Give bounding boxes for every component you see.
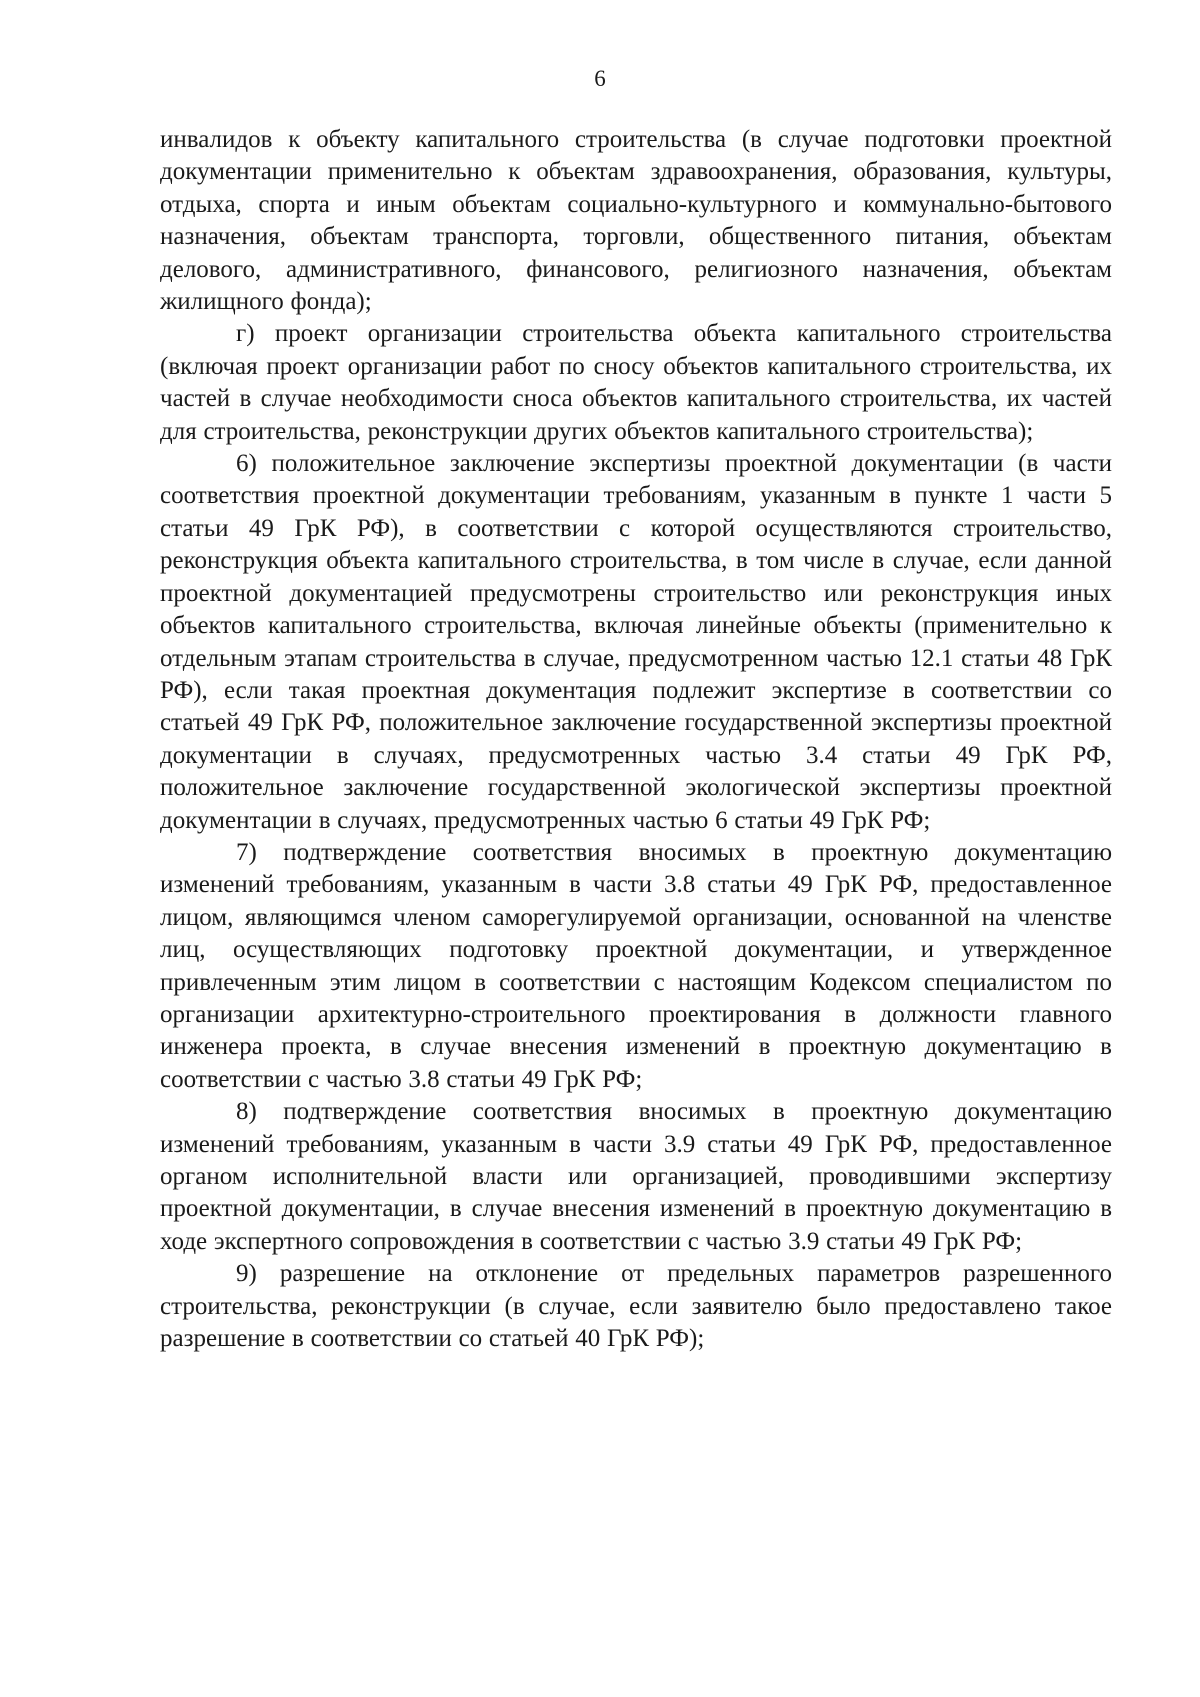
paragraph-item-7: 7) подтверждение соответствия вносимых в проектную документацию изменений требованиям, указанным в части 3.8 статьи 49 ГрК РФ, предоставленное лицом, являющимся членом саморегулируемой организации, основанной на членстве лиц, осуществляющих подготовку проектной документации, и утвержденное привлеченным этим лицом в соответствии с настоящим Кодексом специалистом по организации архитектурно-строительного проектирования в должности главного инженера проекта, в случае внесения изменений в проектную документацию в соответствии с частью 3.8 статьи 49 ГрК РФ; bbox=[160, 838, 1112, 1093]
paragraph-continuation: инвалидов к объекту капитального строительства (в случае подготовки проектной документации применительно к объектам здравоохранения, образования, культуры, отдыха, спорта и иным объектам социально-культурного и коммунально-бытового назначения, объектам транспорта, торговли, общественного питания, объектам делового, административного, финансового, религиозного назначения, объектам жилищного фонда); bbox=[160, 126, 1112, 316]
paragraph-item-6: 6) положительное заключение экспертизы проектной документации (в части соответствия проектной документации требованиям, указанным в пункте 1 части 5 статьи 49 ГрК РФ), в соответствии с которой осуществляются строительство, реконструкция объекта капитального строительства, в том числе в случае, если данной проектной документацией предусмотрены строительство или реконструкция иных объектов капитального строительства, включая линейные объекты (применительно к отдельным этапам строительства в случае, предусмотренном частью 12.1 статьи 48 ГрК РФ), если такая проектная документация подлежит экспертизе в соответствии со статьей 49 ГрК РФ, положительное заключение государственной экспертизы проектной документации в случаях, предусмотренных частью 3.4 статьи 49 ГрК РФ, положительное заключение государственной экологической экспертизы проектной документации в случаях, предусмотренных частью 6 статьи 49 ГрК РФ; bbox=[160, 450, 1112, 834]
document-body bbox=[160, 124, 1112, 1355]
page-number: 6 bbox=[594, 66, 606, 91]
paragraph-item-g: г) проект организации строительства объекта капитального строительства (включая проект организации работ по сносу объектов капитального строительства, их частей в случае необходимости сноса объектов капитального строительства, их частей для строительства, реконструкции других объектов капитального строительства); bbox=[160, 320, 1112, 445]
paragraph-item-9: 9) разрешение на отклонение от предельных параметров разрешенного строительства, реконструкции (в случае, если заявителю было предоставлено такое разрешение в соответствии со статьей 40 ГрК РФ); bbox=[160, 1260, 1112, 1353]
paragraph-item-8: 8) подтверждение соответствия вносимых в проектную документацию изменений требованиям, указанным в части 3.9 статьи 49 ГрК РФ, предоставленное органом исполнительной власти или организацией, проводившими экспертизу проектной документации, в случае внесения изменений в проектную документацию в ходе экспертного сопровождения в соответствии с частью 3.9 статьи 49 ГрК РФ; bbox=[160, 1098, 1112, 1255]
